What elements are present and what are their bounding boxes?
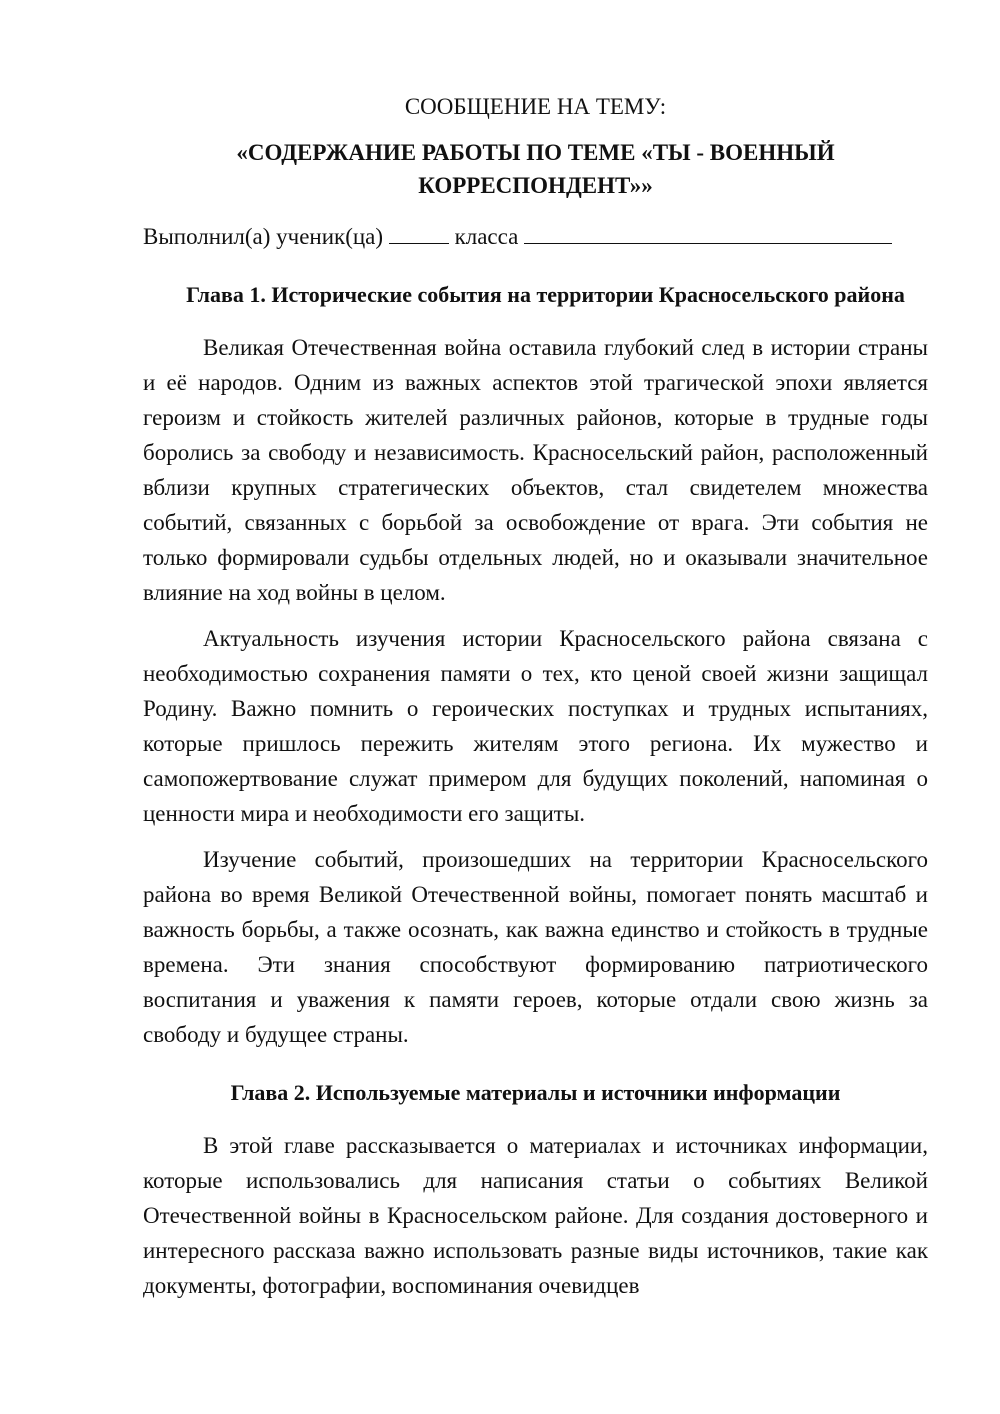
chapter-1-paragraph: Великая Отечественная война оставила глубокий след в истории страны и её народов. Одним из важных аспектов этой трагической эпохи является героизм и стойкость жителей различных районов, которые в трудные годы боролись за свободу и независимость. Красносельский район, расположенный вблизи крупных стратегических объектов, стал свидетелем множества событий, связанных с борьбой за освобождение от врага. Эти события не только формировали судьбы отдельных людей, но и оказывали значительное влияние на ход войны в целом.	[143, 335, 928, 605]
chapter-1-paragraph: Изучение событий, произошедших на территории Красносельского района во время Великой Отечественной войны, помогает понять масштаб и важность борьбы, а также осознать, как важна единство и стойкость в трудные времена. Эти знания способствуют формированию патриотического воспитания и уважения к памяти героев, которые отдали свою жизнь за свободу и будущее страны.	[143, 847, 928, 1047]
document-title: «СОДЕРЖАНИЕ РАБОТЫ ПО ТЕМЕ «ТЫ - ВОЕННЫЙ КОРРЕСПОНДЕНТ»»	[236, 140, 835, 198]
document-type: СООБЩЕНИЕ НА ТЕМУ:	[404, 94, 667, 119]
chapter-1-heading: Глава 1. Исторические события на территории Красносельского района	[186, 282, 905, 307]
author-line	[143, 222, 928, 252]
class-label: класса	[454, 224, 519, 249]
chapter-1-paragraph: Актуальность изучения истории Красносельского района связана с необходимостью сохранения памяти о тех, кто ценой своей жизни защищал Родину. Важно помнить о героических поступках и трудных испытаниях, которые пришлось пережить жителям этого региона. Их мужество и самопожертвование служат примером для будущих поколений, напоминая о ценности мира и необходимости его защиты.	[143, 626, 928, 826]
chapter-2-heading: Глава 2. Используемые материалы и источники информации	[230, 1080, 841, 1105]
name-blank	[524, 223, 892, 244]
chapter-2-paragraph: В этой главе рассказывается о материалах и источниках информации, которые использовались для написания статьи о событиях Великой Отечественной войны в Красносельском районе. Для создания достоверного и интересного рассказа важно использовать разные виды источников, такие как документы, фотографии, воспоминания очевидцев	[143, 1133, 928, 1298]
author-label: Выполнил(а) ученик(ца)	[143, 224, 384, 249]
grade-blank	[389, 223, 449, 244]
